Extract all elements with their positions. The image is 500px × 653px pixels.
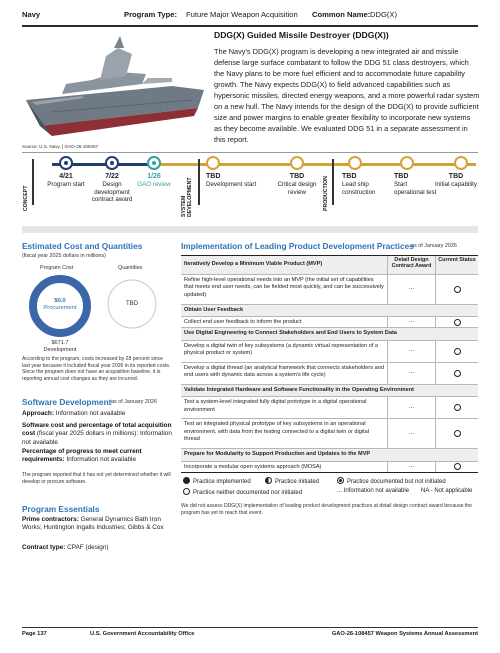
program-title: DDG(X) Guided Missile Destroyer (DDG(X)) bbox=[214, 30, 389, 40]
table-row: Test a system-level integrated fully digital prototype in a digital operational environment ... bbox=[181, 397, 478, 419]
quantities-label: Quantities bbox=[118, 265, 143, 271]
table-row: Refine high-level operational needs into an MVP (the initial set of capabilities that meets end user needs, can be fielded most quickly, and can be successively updated) ... bbox=[181, 275, 478, 305]
page-header bbox=[22, 10, 478, 24]
footer-divider bbox=[22, 627, 478, 628]
image-caption: Source: U.S. Navy. | GAO-26-108457 bbox=[22, 144, 99, 149]
prime-contractors: Prime contractors: General Dynamics Bath Iron Works; Huntington Ingalls Industries; Gibbs & Cox bbox=[22, 516, 164, 532]
essentials-section-title: Program Essentials bbox=[22, 504, 100, 514]
legend-initiated: Practice initiated bbox=[265, 477, 319, 485]
practices-table bbox=[181, 255, 478, 473]
cost-note: According to the program, costs increased by 28 percent since last year because it included fiscal year 2026 in its reported costs. Since the program does not have an acquisition baseline, it is reporting annual cost changes as they are incurred. bbox=[22, 356, 171, 382]
category-row: Obtain User Feedback bbox=[181, 305, 478, 318]
not-initiated-icon bbox=[454, 370, 461, 377]
legend-not-initiated: Practice neither documented nor initiated bbox=[183, 488, 302, 496]
software-progress: Percentage of progress to meet current requirements: Information not available bbox=[22, 448, 142, 464]
not-initiated-icon bbox=[454, 430, 461, 437]
software-section-title: Software Development bbox=[22, 397, 112, 407]
milestone-critical-design-review: TBD Critical design review bbox=[277, 173, 317, 196]
col-current-status: Current Status bbox=[438, 257, 476, 263]
not-initiated-icon bbox=[454, 404, 461, 411]
cost-section-subtitle: (fiscal year 2025 dollars in millions) bbox=[22, 253, 106, 259]
program-type-value: Future Major Weapon Acquisition bbox=[186, 10, 298, 19]
milestone-node bbox=[290, 156, 304, 170]
milestone-operational-test: TBD Start operational test bbox=[394, 173, 437, 196]
procurement-label: Procurement bbox=[43, 305, 77, 311]
legend-not-applicable: NA - Not applicable bbox=[421, 488, 473, 494]
milestone-node bbox=[59, 156, 73, 170]
not-initiated-icon bbox=[454, 348, 461, 355]
program-cost-label: Program Cost bbox=[40, 265, 74, 271]
table-header-row: Iteratively Develop a Minimum Viable Product (MVP) Detail Design Contract Award Current Status bbox=[181, 255, 478, 275]
procurement-value: $0.0 bbox=[54, 298, 66, 304]
milestone-node bbox=[348, 156, 362, 170]
table-row: Collect end user feedback to inform the product ... bbox=[181, 317, 478, 328]
milestone-gao-review: 1/26 GAO review bbox=[137, 173, 171, 189]
header-divider bbox=[22, 25, 478, 27]
practices-note: We did not assess DDG(X) implementation of leading product development practices at detail design contract award because the program has yet to reach that event. bbox=[181, 503, 472, 516]
not-initiated-icon bbox=[454, 463, 461, 470]
practices-section-title: Implementation of Leading Product Development Practices bbox=[181, 241, 414, 251]
phase-concept-bar bbox=[32, 159, 34, 205]
software-cost: Software cost and percentage of total acquisition cost (fiscal year 2025 dollars in millions): Information not available bbox=[22, 422, 172, 446]
milestone-node bbox=[105, 156, 119, 170]
initiated-icon bbox=[265, 477, 272, 484]
phase-concept: CONCEPT bbox=[23, 185, 29, 211]
milestone-initial-capability: TBD Initial capability bbox=[435, 173, 477, 189]
legend-info-na: ... Information not available bbox=[337, 488, 410, 494]
phase-production-bar bbox=[332, 159, 334, 205]
timeline-top-divider bbox=[22, 152, 478, 153]
program-description: The Navy’s DDG(X) program is developing a new integrated air and missile defense large surface combatant to follow the DDG 51 class destroyers, which the Navy plans to be more fuel efficient and to accommodate future capability growth. The Navy expects DDG(X) to field advanced capabilities such as hypersonic missiles, directed energy weapons, and a more powerful radar system on a new hull. The Navy intends for the design of the DDG(X) to provide sufficient size and power margins to enable greater flexibility to incorporate new systems as they become available. We evaluated DDG 51 in a separate assessment in this report. bbox=[214, 47, 480, 145]
milestone-design-contract: 7/22 Design development contract award bbox=[91, 173, 133, 204]
table-row: Test an integrated physical prototype of key subsystems in an operational environment, with data from the testing connected to a digital twin or digital thread ... bbox=[181, 419, 478, 449]
common-name-label: Common Name: bbox=[312, 10, 371, 19]
table-row: Develop a digital thread (an analytical framework that connects stakeholders and end users with dynamic data across a system's life cycle) ... bbox=[181, 363, 478, 385]
timeline bbox=[22, 155, 478, 221]
phase-development-bar bbox=[198, 159, 200, 205]
phase-production: PRODUCTION bbox=[323, 176, 329, 211]
footer-office: U.S. Government Accountability Office bbox=[90, 631, 195, 637]
software-approach: Approach: Information not available bbox=[22, 410, 126, 417]
milestone-node bbox=[400, 156, 414, 170]
section-divider-band bbox=[22, 226, 478, 233]
legend-documented: Practice documented but not initiated bbox=[337, 477, 446, 485]
category-row: Validate Integrated Hardware and Software Functionality in the Operating Environment bbox=[181, 385, 478, 398]
legend-implemented: Practice implemented bbox=[183, 477, 251, 485]
page-number: Page 137 bbox=[22, 631, 47, 637]
ship-image bbox=[22, 30, 208, 142]
milestone-node bbox=[454, 156, 468, 170]
milestone-node bbox=[147, 156, 161, 170]
contract-type: Contract type: CPAF (design) bbox=[22, 544, 109, 551]
program-type-label: Program Type: bbox=[124, 10, 178, 19]
common-name-value: DDG(X) bbox=[370, 10, 397, 19]
phase-system-development: SYSTEM DEVELOPMENT bbox=[181, 177, 193, 217]
category-row: Prepare for Modularity to Support Production and Updates to the MVP bbox=[181, 449, 478, 462]
service-name: Navy bbox=[22, 10, 41, 19]
documented-icon bbox=[337, 477, 344, 484]
practices-legend bbox=[181, 477, 478, 497]
table-row: Incorporate a modular open systems approach (MOSA) ... bbox=[181, 462, 478, 473]
software-note: The program reported that it has not yet determined whether it will develop or procure software. bbox=[22, 472, 171, 485]
milestone-program-start: 4/21 Program start bbox=[47, 173, 85, 189]
milestone-development-start: TBD Development start bbox=[206, 173, 257, 189]
not-initiated-icon bbox=[454, 286, 461, 293]
category-row: Use Digital Engineering to Connect Stakeholders and End Users to System Data bbox=[181, 328, 478, 341]
development-label: Development bbox=[43, 347, 77, 353]
quantities-value: TBD bbox=[126, 301, 138, 307]
not-initiated-icon bbox=[183, 488, 190, 495]
cost-section-title: Estimated Cost and Quantities bbox=[22, 241, 143, 251]
not-initiated-icon bbox=[454, 319, 461, 326]
practices-as-of: as of January 2026 bbox=[411, 243, 457, 249]
table-row: Develop a digital twin of key subsystems (a dynamic virtual representation of a physical product or system) ... bbox=[181, 341, 478, 363]
implemented-icon bbox=[183, 477, 190, 484]
col-detail-design: Detail Design Contract Award bbox=[391, 257, 432, 270]
software-as-of: as of January 2026 bbox=[111, 399, 157, 405]
milestone-node bbox=[206, 156, 220, 170]
footer-report: GAO-26-108457 Weapon Systems Annual Assessment bbox=[331, 631, 478, 637]
milestone-lead-ship: TBD Lead ship construction bbox=[342, 173, 376, 196]
development-value: $671.7 bbox=[51, 340, 69, 346]
